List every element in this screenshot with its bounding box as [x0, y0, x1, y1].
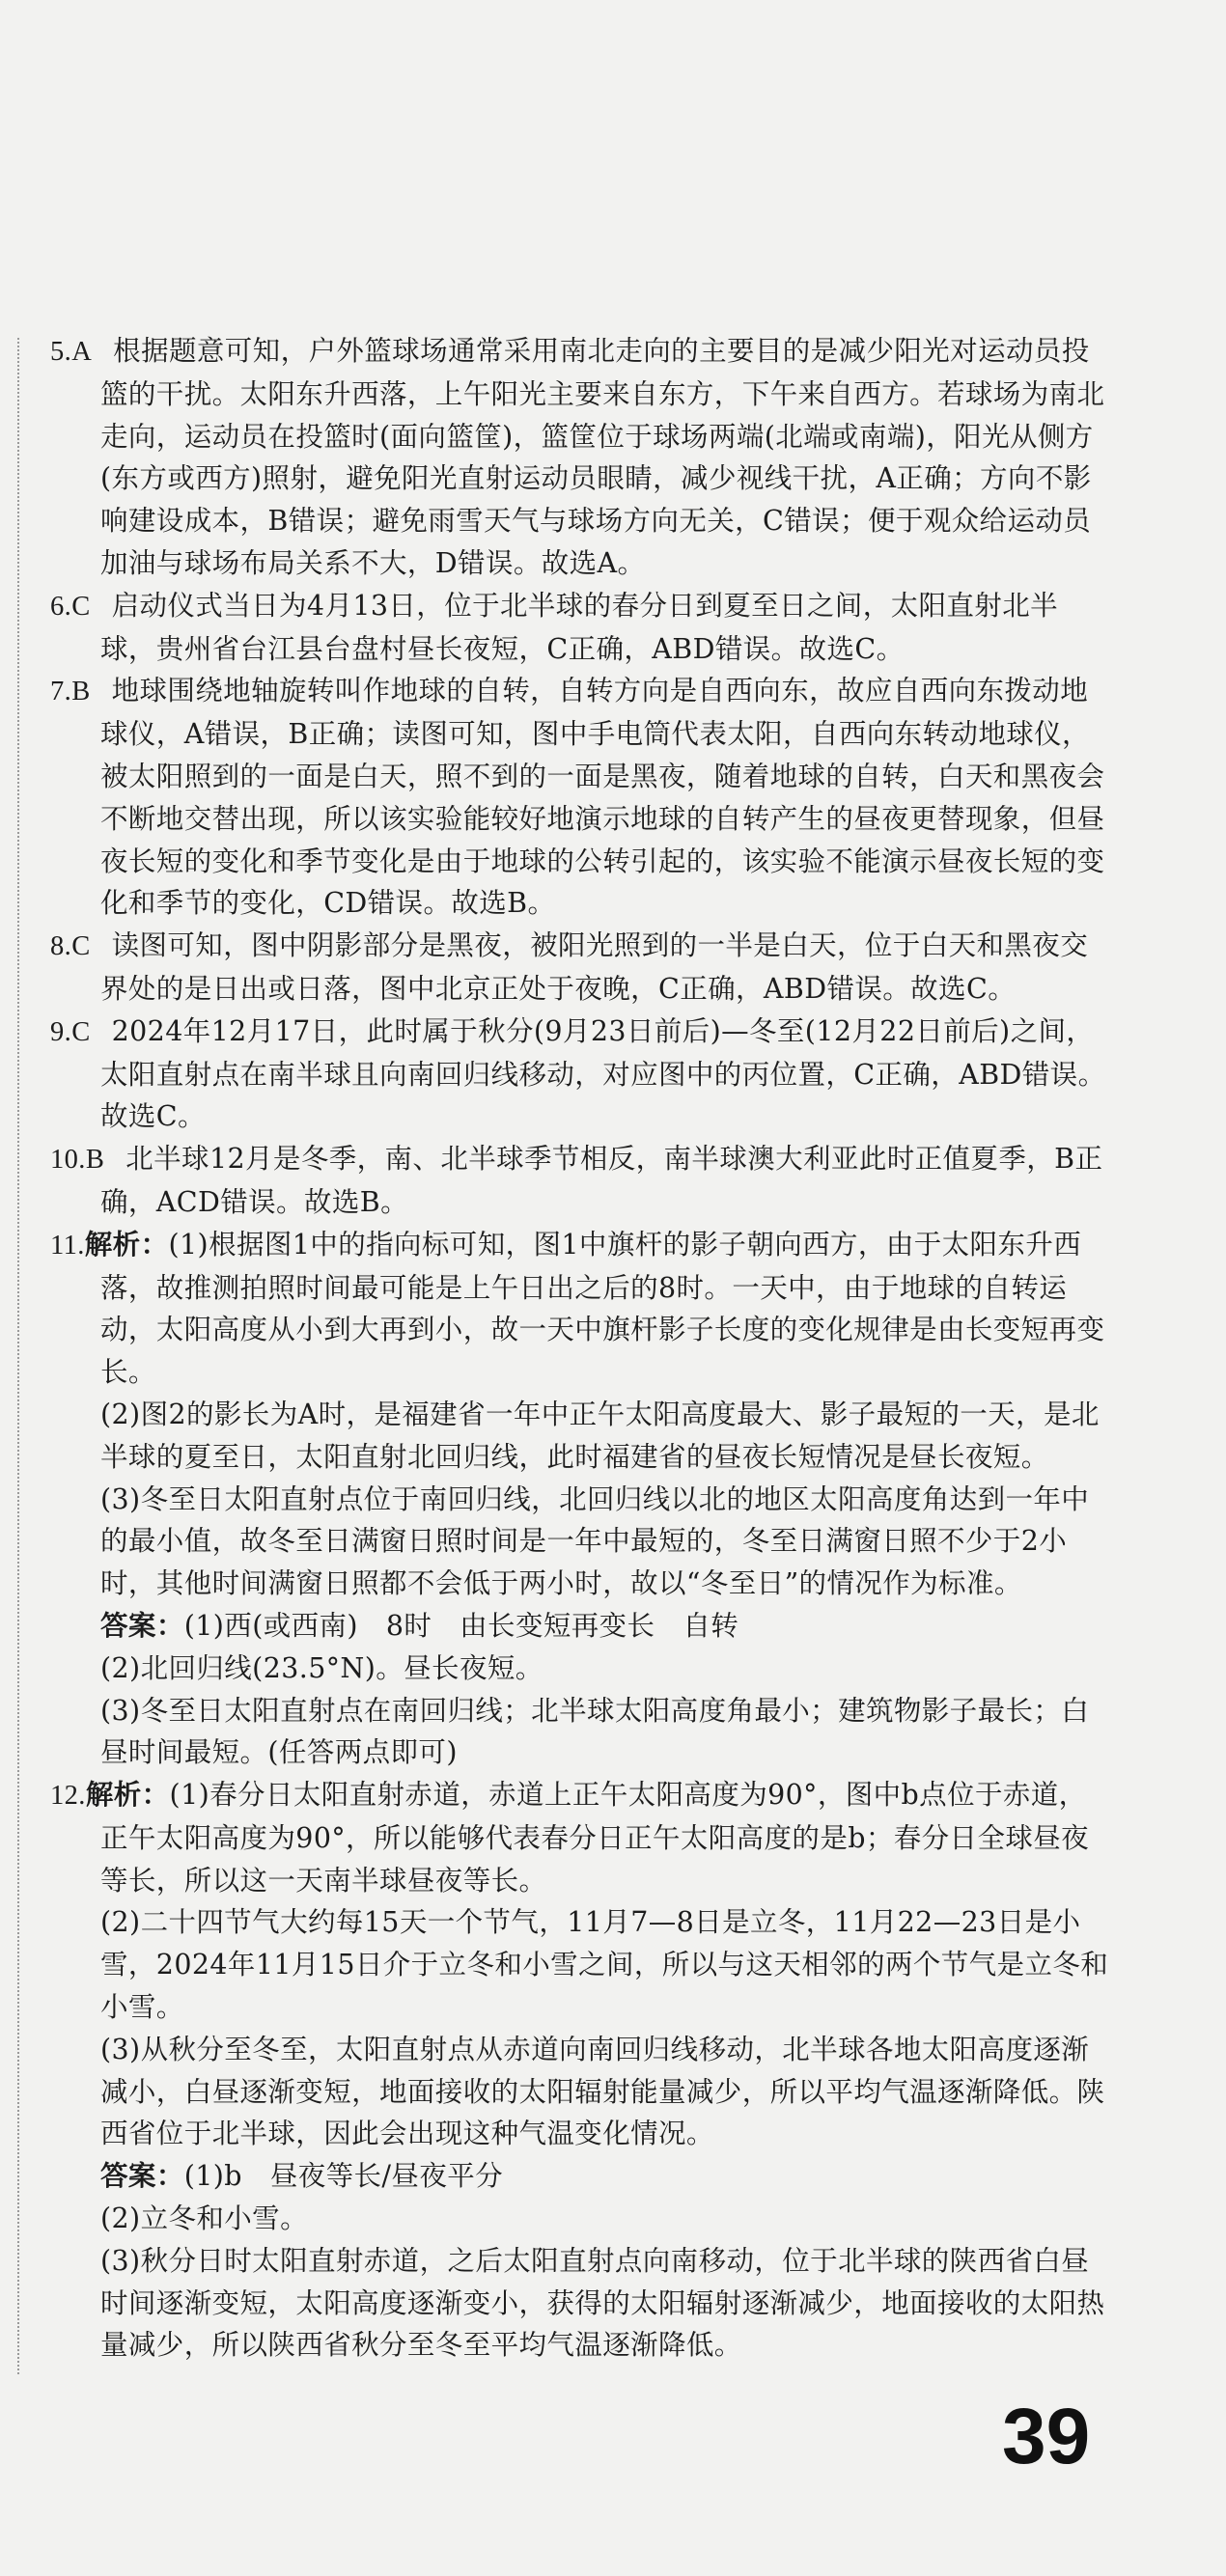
analysis-text: (1)根据图1中的指向标可知，图1中旗杆的影子朝向西方，由于太阳东升西落，故推测拍照时间最可能是上午日出之后的8时。一天中，由于地球的自转运动，太阳高度从小到大再到小，故一天中旗杆影子长度的变化规律是由长变短再变长。 [100, 1228, 1105, 1389]
explanation-text: 启动仪式当日为4月13日，位于北半球的春分日到夏至日之间，太阳直射北半球，贵州省台江县台盘村昼长夜短，C正确，ABD错误。故选C。 [100, 589, 1059, 665]
question-number: 7. [50, 677, 72, 707]
answer-content [50, 330, 1112, 2367]
analysis-p2: (2)二十四节气大约每15天一个节气，11月7—8日是立冬，11月22—23日是小雪，2024年11月15日介于立冬和小雪之间，所以与这天相邻的两个节气是立冬和小雪。 [100, 1906, 1109, 2024]
answer-q6 [50, 585, 1112, 671]
answer-option: B [71, 677, 91, 707]
answer-option: A [71, 337, 93, 367]
answer-q7 [50, 670, 1112, 925]
answer-option: C [71, 931, 91, 962]
answer-line-2: (2)北回归线(23.5°N)。昼长夜短。 [100, 1651, 543, 1684]
answer-line-1: 答案：(1)西(或西南) 8时 由长变短再变长 自转 [100, 1609, 739, 1642]
question-number: 11. [50, 1230, 85, 1260]
analysis-p1: 12.解析：(1)春分日太阳直射赤道，赤道上正午太阳高度为90°，图中b点位于赤道，正午太阳高度为90°，所以能够代表春分日正午太阳高度的是b；春分日全球昼夜等长，所以这一天南半球昼夜等长。 [50, 1779, 1090, 1897]
answer-option: C [71, 1016, 91, 1047]
answer-option: B [85, 1145, 105, 1176]
question-number: 6. [50, 591, 72, 622]
explanation-text: 地球围绕地轴旋转叫作地球的自转，自转方向是自西向东，故应自西向东拨动地球仪，A错误，B正确；读图可知，图中手电筒代表太阳，自西向东转动地球仪，被太阳照到的一面是白天，照不到的一面是黑夜，随着地球的自转，白天和黑夜会不断地交替出现，所以该实验能较好地演示地球的自转产生的昼夜更替现象，但昼夜长短的变化和季节变化是由于地球的公转引起的，该实验不能演示昼夜长短的变化和季节的变化，CD错误。故选B。 [100, 675, 1105, 920]
explanation-text: 2024年12月17日，此时属于秋分(9月23日前后)—冬至(12月22日前后)之间，太阳直射点在南半球且向南回归线移动，对应图中的丙位置，C正确，ABD错误。故选C。 [100, 1014, 1106, 1133]
explanation-text: 根据题意可知，户外篮球场通常采用南北走向的主要目的是减少阳光对运动员投篮的干扰。太阳东升西落，上午阳光主要来自东方，下午来自西方。若球场为南北走向，运动员在投篮时(面向篮筐)，篮筐位于球场两端(北端或南端)，阳光从侧方(东方或西方)照射，避免阳光直射运动员眼睛，减少视线干扰，A正确；方向不影响建设成本，B错误；避免雨雪天气与球场方向无关，C错误；便于观众给运动员加油与球场布局关系不大，D错误。故选A。 [100, 335, 1105, 579]
answer-text: (1)西(或西南) 8时 由长变短再变长 自转 [183, 1609, 739, 1642]
analysis-p2: (2)图2的影长为A时，是福建省一年中正午太阳高度最大、影子最短的一天，是北半球的夏至日，太阳直射北回归线，此时福建省的昼夜长短情况是昼长夜短。 [100, 1398, 1100, 1473]
question-number: 5. [50, 337, 72, 367]
explanation-text: 北半球12月是冬季，南、北半球季节相反，南半球澳大利亚此时正值夏季，B正确，ACD错误。故选B。 [100, 1143, 1103, 1218]
question-number: 9. [50, 1016, 72, 1047]
question-number: 8. [50, 931, 72, 962]
answer-option: C [71, 591, 91, 622]
answer-line-1: 答案：(1)b 昼夜等长/昼夜平分 [100, 2160, 504, 2193]
binding-margin-line [17, 338, 19, 2374]
explanation-text: 读图可知，图中阴影部分是黑夜，被阳光照到的一半是白天，位于白天和黑夜交界处的是日出或日落，图中北京正处于夜晚，C正确，ABD错误。故选C。 [100, 929, 1089, 1005]
answer-q8 [50, 925, 1112, 1011]
answer-label: 答案 [100, 1609, 156, 1642]
page-number: 39 [1002, 2393, 1091, 2480]
analysis-p3: (3)从秋分至冬至，太阳直射点从赤道向南回归线移动，北半球各地太阳高度逐渐减小，白昼逐渐变短，地面接收的太阳辐射能量减少，所以平均气温逐渐降低。陕西省位于北半球，因此会出现这种气温变化情况。 [100, 2033, 1105, 2150]
analysis-p3: (3)冬至日太阳直射点位于南回归线，北回归线以北的地区太阳高度角达到一年中的最小值，故冬至日满窗日照时间是一年中最短的，冬至日满窗日照不少于2小时，其他时间满窗日照都不会低于两小时，故以“冬至日”的情况作为标准。 [100, 1482, 1090, 1600]
answer-line-3: (3)冬至日太阳直射点在南回归线；北半球太阳高度角最小；建筑物影子最长；白昼时间最短。(任答两点即可) [100, 1694, 1090, 1769]
answer-q11 [50, 1224, 1112, 1774]
answer-text: (1)b 昼夜等长/昼夜平分 [183, 2160, 504, 2193]
analysis-text: (1)春分日太阳直射赤道，赤道上正午太阳高度为90°，图中b点位于赤道，正午太阳高度为90°，所以能够代表春分日正午太阳高度的是b；春分日全球昼夜等长，所以这一天南半球昼夜等长。 [100, 1779, 1090, 1897]
analysis-label: 解析 [84, 1228, 141, 1260]
answer-line-2: (2)立冬和小雪。 [100, 2202, 308, 2235]
answer-q9 [50, 1011, 1112, 1138]
analysis-p1: 11.解析：(1)根据图1中的指向标可知，图1中旗杆的影子朝向西方，由于太阳东升西落，故推测拍照时间最可能是上午日出之后的8时。一天中，由于地球的自转运动，太阳高度从小到大再到小，故一天中旗杆影子长度的变化规律是由长变短再变长。 [50, 1228, 1105, 1389]
answer-label: 答案 [100, 2160, 156, 2193]
answer-q5 [50, 330, 1112, 585]
answer-q10 [50, 1138, 1112, 1224]
answer-q12 [50, 1774, 1112, 2367]
answer-line-3: (3)秋分日时太阳直射赤道，之后太阳直射点向南移动，位于北半球的陕西省白昼时间逐渐变短，太阳高度逐渐变小，获得的太阳辐射逐渐减少，地面接收的太阳热量减少，所以陕西省秋分至冬至平均气温逐渐降低。 [100, 2244, 1105, 2362]
question-number: 12. [50, 1781, 86, 1812]
question-number: 10. [50, 1145, 86, 1176]
analysis-label: 解析 [85, 1779, 142, 1812]
